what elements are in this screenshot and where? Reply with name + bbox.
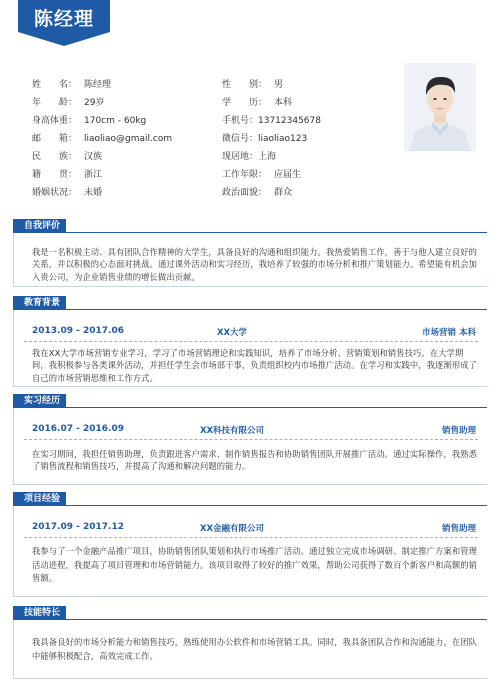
section-title-self-eval: 自我评价 bbox=[13, 219, 66, 233]
internship-company: XX科技有限公司 bbox=[199, 426, 265, 436]
info-education-level: 学 历： 本科 bbox=[222, 98, 293, 108]
education-divider bbox=[24, 341, 478, 342]
info-email: 邮 箱： liaoliao@gmail.com bbox=[32, 134, 173, 144]
internship-text: 在实习期间，我担任销售助理，负责跟进客户需求、制作销售报告和协助销售团队开展推广活动。通过实际操作，我熟悉了销售流程和销售技巧，并提高了沟通和解决问题的能力。 bbox=[32, 449, 478, 472]
info-name: 姓 名： 陈经理 bbox=[32, 80, 112, 90]
resume-name: 陈经理 bbox=[33, 8, 94, 30]
internship-divider bbox=[24, 439, 478, 440]
education-text: 我在XX大学市场营销专业学习，学习了市场营销理论和实践知识，培养了市场分析、营销策划和销售技巧。在大学期间，我积极参与各类课外活动，并担任学生会市场部干事，负责组织校内市场推广活动。在学习和实践中，我逐渐形成了自己的市场营销思维和工作方式。 bbox=[32, 348, 478, 383]
info-gender: 性 别： 男 bbox=[222, 80, 284, 90]
profile-photo bbox=[404, 63, 476, 151]
skills-text: 我具备良好的市场分析能力和销售技巧，熟练使用办公软件和市场营销工具。同时，我具备团队合作和沟通能力，在团队中能够积极配合，高效完成工作。 bbox=[32, 637, 478, 661]
section-title-project: 项目经验 bbox=[13, 492, 66, 506]
education-major: 市场营销 本科 bbox=[422, 328, 476, 338]
education-school: XX大学 bbox=[216, 328, 248, 338]
education-date: 2013.09 - 2017.06 bbox=[32, 326, 124, 336]
info-age: 年 龄： 29岁 bbox=[32, 98, 105, 108]
info-height-weight: 身高体重： 170cm - 60kg bbox=[32, 116, 147, 126]
project-date: 2017.09 - 2017.12 bbox=[32, 522, 124, 532]
info-location: 现居地：上海 bbox=[222, 152, 277, 162]
section-title-internship: 实习经历 bbox=[13, 394, 66, 408]
project-text: 我参与了一个金融产品推广项目，协助销售团队策划和执行市场推广活动。通过独立完成市场调研、制定推广方案和管理活动进程，我提高了项目管理和市场营销能力。该项目取得了较好的推广效果，帮助公司获得了数百个新客户和高额的销售额。 bbox=[32, 546, 478, 583]
self-eval-text: 我是一名积极主动、具有团队合作精神的大学生，具备良好的沟通和组织能力。我热爱销售工作，善于与他人建立良好的关系，并以积极的心态面对挑战。通过课外活动和实习经历，我培养了较强的市场分析和推广策划能力。希望能有机会加入贵公司，为企业销售业绩的增长做出贡献。 bbox=[32, 247, 478, 282]
portrait-illustration bbox=[404, 63, 476, 151]
internship-box bbox=[13, 408, 487, 485]
name-banner-arrow bbox=[18, 32, 110, 46]
internship-role: 销售助理 bbox=[441, 426, 476, 436]
info-wechat: 微信号：liaoliao123 bbox=[222, 134, 308, 144]
section-title-education: 教育背景 bbox=[13, 296, 66, 310]
info-hometown: 籍 贯： 浙江 bbox=[32, 170, 103, 180]
project-company: XX金融有限公司 bbox=[199, 524, 265, 534]
internship-date: 2016.07 - 2016.09 bbox=[32, 424, 124, 434]
info-ethnicity: 民 族： 汉族 bbox=[32, 152, 103, 162]
info-phone: 手机号：13712345678 bbox=[222, 116, 321, 126]
info-political-status: 政治面貌： 群众 bbox=[222, 188, 293, 198]
project-divider bbox=[24, 537, 478, 538]
info-marital-status: 婚姻状况： 未婚 bbox=[32, 188, 103, 198]
info-work-years: 工作年限： 应届生 bbox=[222, 170, 302, 180]
section-title-skills: 技能特长 bbox=[13, 606, 66, 620]
project-role: 销售助理 bbox=[441, 524, 476, 534]
